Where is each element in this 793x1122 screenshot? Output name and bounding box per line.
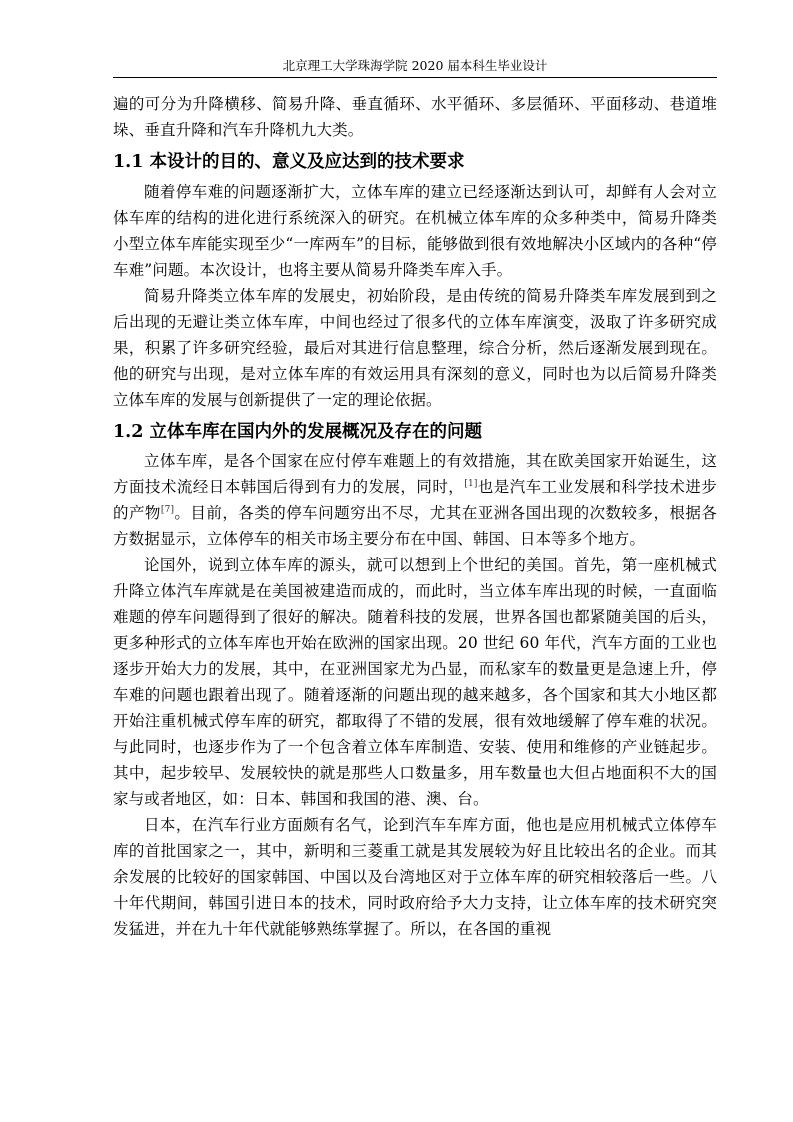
section-1-2-paragraph-1 [113, 448, 717, 552]
section-1-1-paragraph-2: 简易升降类立体车库的发展史，初始阶段，是由传统的简易升降类车库发展到到之后出现的无避让类立体车库，中间也经过了很多代的立体车库演变，汲取了许多研究成果，积累了许多研究经验，最后对其进行信息整理，综合分析，然后逐渐发展到现在。他的研究与出现，是对立体车库的有效运用具有深刻的意义，同时也为以后简易升降类立体车库的发展与创新提供了一定的理论依据。 [113, 287, 717, 409]
citation-1: [1] [464, 479, 478, 489]
section-1-2-paragraph-2: 论国外，说到立体车库的源头，就可以想到上个世纪的美国。首先，第一座机械式升降立体汽车库就是在美国被建造而成的，而此时，当立体车库出现的时候，一直面临难题的停车问题得到了很好的解决。随着科技的发展，世界各国也都紧随美国的后头，更多种形式的立体车库也开始在欧洲的国家出现。20 世纪 60 年代，汽车方面的工业也逐步开始大力的发展，其中，在亚洲国家尤为凸显，而私家车的数量更是急速上升，停车难的问题也跟着出现了。随着逐渐的问题出现的越来越多，各个国家和其大小地区都开始注重机械式停车库的研究，都取得了不错的发展，很有效地缓解了停车难的状况。与此同时，也逐步作为了一个包含着立体车库制造、安装、使用和维修的产业链起步。其中，起步较早、发展较快的就是那些人口数量多，用车数量也大但占地面积不大的国家与或者地区，如：日本、韩国和我国的港、澳、台。 [113, 556, 717, 808]
section-1-2-paragraph-3: 日本，在汽车行业方面颇有名气，论到汽车车库方面，他也是应用机械式立体停车库的首批国家之一，其中，新明和三菱重工就是其发展较为好且比较出名的企业。而其余发展的比较好的国家韩国、中国以及台湾地区对于立体车库的研究相较落后一些。八十年代期间，韩国引进日本的技术，同时政府给予大力支持，让立体车库的技术研究突发猛进，并在九十年代就能够熟练掌握了。所以，在各国的重视 [113, 816, 717, 938]
citation-7: [7] [160, 505, 175, 515]
header-divider [113, 77, 717, 78]
paragraph-text: 立体车库，是各个国家在应付停车难题上的有效措施，其在欧美国家开始诞生，这方面技术流经日本韩国后得到有力的发展，同时， [113, 452, 717, 496]
page-body [113, 91, 717, 942]
section-1-1-paragraph-1: 随着停车难的问题逐渐扩大，立体车库的建立已经逐渐达到认可，却鲜有人会对立体车库的结构的进化进行系统深入的研究。在机械立体车库的众多种类中，简易升降类小型立体车库能实现至少“一库两车”的目标，能够做到很有效地解决小区域内的各种“停车难”问题。本次设计，也将主要从简易升降类车库入手。 [113, 183, 717, 279]
page-header: 北京理工大学珠海学院 2020 届本科生毕业设计 [282, 58, 548, 73]
paragraph-text: 也是汽车工业发展和科学技术进步的产物 [113, 478, 717, 522]
section-heading-1-1: 1.1 本设计的目的、意义及应达到的技术要求 [113, 152, 465, 172]
paragraph-text: 。目前，各类的停车问题穷出不尽，尤其在亚洲各国出现的次数较多，根据各方数据显示，立体停车的相关市场主要分布在中国、韩国、日本等多个地方。 [113, 504, 717, 548]
section-heading-1-2: 1.2 立体车库在国内外的发展概况及存在的问题 [113, 422, 483, 442]
intro-paragraph: 遍的可分为升降横移、简易升降、垂直循环、水平循环、多层循环、平面移动、巷道堆垛、垂直升降和汽车升降机九大类。 [113, 95, 717, 139]
